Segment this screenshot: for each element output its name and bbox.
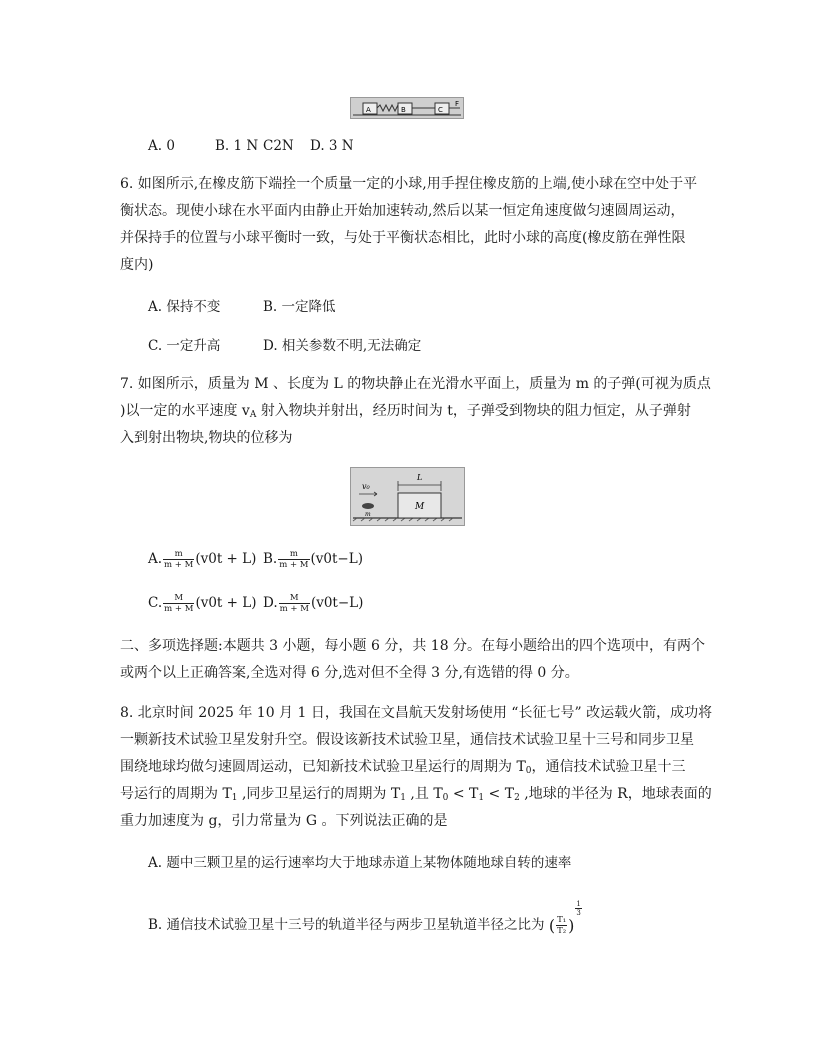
fraction: $\frac{M}{m + M}$	[164, 593, 194, 614]
q8-option-b: B. 通信技术试验卫星十三号的轨道半径与两步卫星轨道半径之比为 ( $\frac{\text{T₁}}{\text{T₂}}$ ) $\frac{1}{3}$	[148, 900, 581, 936]
q7-option-b: B. $\frac{m}{m + M}$ (v0t−L)	[263, 549, 363, 570]
q8-line-1: 8. 北京时间 2025 年 10 月 1 日，我国在文昌航天发射场使用 “长征七号” 改运载火箭，成功将	[120, 705, 713, 721]
exponent-fraction: $\frac{1}{3}$	[576, 900, 581, 917]
q7-line-1: 7. 如图所示，质量为 M 、长度为 L 的物块静止在光滑水平面上，质量为 m 的子弹(可视为质点	[120, 376, 711, 392]
q6-line-2: 衡状态。现使小球在水平面内由静止开始加速转动,然后以某一恒定角速度做匀速圆周运动，	[120, 203, 685, 219]
section2-line-2: 或两个以上正确答案,全选对得 6 分,选对但不全得 3 分,有选错的得 0 分。	[120, 665, 579, 681]
paren-left: (	[548, 916, 556, 935]
bullet-icon	[362, 503, 374, 509]
q6-option-c: C. 一定升高	[148, 338, 221, 354]
q8-line-4: 号运行的周期为 $T_1$ ,同步卫星运行的周期为 $T_1$ ,且 $T_0 < T_1 < T_2$ ,地球的半径为 R，地球表面的	[120, 786, 712, 803]
paren-right: )	[568, 916, 575, 935]
q7-line-3: 入到射出物块,物块的位移为	[120, 430, 293, 446]
q8-line-5: 重力加速度为 g，引力常量为 G 。下列说法正确的是	[120, 813, 448, 829]
block-a-label: A	[366, 106, 371, 114]
q7-line-2: )以一定的水平速度 $v_A$ 射入物块并射出，经历时间为 t，子弹受到物块的阻力恒定，从子弹射	[120, 403, 691, 420]
q8-line-2: 一颗新技术试验卫星发射升空。假设该新技术试验卫星，通信技术试验卫星十三号和同步卫星	[120, 732, 694, 748]
q6-option-d: D. 相关参数不明,无法确定	[263, 338, 422, 354]
block-c-label: C	[438, 106, 443, 114]
period-ratio-fraction: $\frac{\text{T₁}}{\text{T₂}}$	[557, 915, 567, 936]
block-b-label: B	[401, 106, 406, 114]
q6-option-b: B. 一定降低	[263, 299, 336, 315]
fraction: $\frac{M}{m + M}$	[279, 593, 309, 614]
q7-option-c: C. $\frac{M}{m + M}$ (v0t + L)	[148, 593, 257, 614]
spring-blocks-figure	[350, 97, 464, 119]
q8-line-3: 围绕地球均做匀速圆周运动，已知新技术试验卫星运行的周期为 $T_0$，通信技术试验卫星十三	[120, 759, 686, 776]
q8-option-a: A. 题中三颗卫星的运行速率均大于地球赤道上某物体随地球自转的速率	[148, 855, 572, 871]
bullet-block-figure	[350, 467, 465, 526]
spring-blocks-diagram	[351, 98, 463, 118]
fraction: $\frac{m}{m + M}$	[164, 549, 194, 570]
q6-line-4: 度内)	[120, 257, 154, 273]
bullet-label: m	[365, 511, 371, 518]
spring-icon	[377, 105, 401, 111]
q5-option-d: D. 3 N	[310, 138, 354, 154]
block-label: M	[415, 502, 425, 512]
fraction: $\frac{m}{m + M}$	[279, 549, 309, 570]
q6-option-a: A. 保持不变	[148, 299, 221, 315]
q6-line-3: 并保持手的位置与小球平衡时一致，与处于平衡状态相比，此时小球的高度(橡皮筋在弹性限	[120, 230, 686, 246]
q5-option-c: C2N	[263, 138, 294, 154]
force-label: F	[455, 100, 460, 108]
bullet-block-diagram	[351, 468, 464, 525]
q7-option-d: D. $\frac{M}{m + M}$ (v0t−L)	[263, 593, 364, 614]
q5-option-b: B. 1 N	[215, 138, 259, 154]
q7-option-a: A. $\frac{m}{m + M}$ (v0t + L)	[148, 549, 257, 570]
q5-option-a: A. 0	[148, 138, 175, 154]
velocity-label: v₀	[362, 482, 370, 491]
section2-line-1: 二、多项选择题:本题共 3 小题，每小题 6 分，共 18 分。在每小题给出的四个选项中，有两个	[120, 638, 706, 654]
q6-line-1: 6. 如图所示,在橡皮筋下端拴一个质量一定的小球,用手捏住橡皮筋的上端,使小球在空中处于平	[120, 176, 698, 192]
length-label: L	[417, 473, 423, 482]
